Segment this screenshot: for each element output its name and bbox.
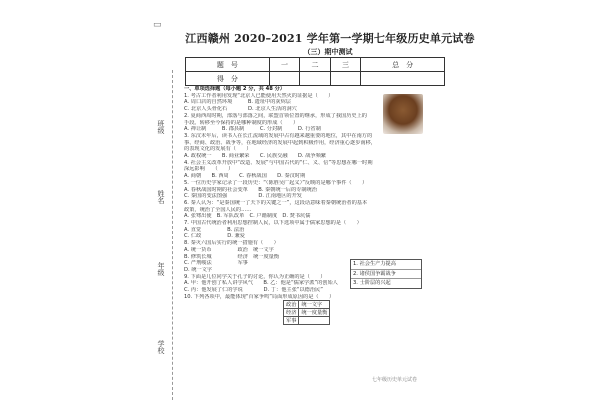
question-line: A. 商朝 B. 西周 C. 春秋战国 D. 秦汉时期	[184, 173, 306, 180]
question-line: 事、经商、政治、战争等，在地域经济的发展中起到积极作用，经济重心逐步南移，	[184, 139, 376, 146]
score-table	[185, 57, 445, 86]
question-line: A. 甲：他开创了私人讲学风气 B. 乙：他是“儒家学派”的创始人	[184, 280, 338, 287]
measures-cell: 政治	[284, 301, 299, 309]
score-cell: 总 分	[361, 58, 445, 72]
question-line: 7. 中国古代统治者利用思想控制人民，以下选项中属于儒家思想的是（ ）	[184, 220, 362, 227]
binding-line	[172, 70, 173, 400]
question-line: 8. 秦灭六国后实行的统一措施有（ ）	[184, 240, 279, 247]
question-line: A. 周口店的自然环境 B. 遗址中的灰烬层	[184, 99, 291, 106]
question-line: 2. 夏商西周时期，部落与部落之间，联盟首领位置的继承，形成了我国历史上的	[184, 112, 367, 119]
measures-row	[284, 317, 330, 325]
margin-label-class	[156, 120, 166, 136]
section-heading: 一、单项选择题（每小题 2 分，共 48 分）	[184, 86, 286, 92]
question-line: A. 禅让制 B. 郡县制 C. 分封制 D. 行省制	[184, 126, 321, 133]
score-table-score-row	[186, 72, 445, 86]
measures-cell: 统一文字	[299, 301, 330, 309]
score-cell: 三	[330, 58, 360, 72]
score-cell: 二	[300, 58, 330, 72]
info-box-line: 1. 社会生产力提高	[351, 260, 421, 270]
question-line: A. 春秋战国时期的社会变革 B. 秦朝统一后的专制统治	[184, 186, 317, 193]
question-line: A. 张骞出使 B. 军队改革 C. 户籍制度 D. 焚书坑儒	[184, 213, 311, 220]
page-footer: 七年级历史单元试卷	[372, 377, 418, 383]
question-line: C. 仁政 D. 兼爱	[184, 233, 245, 240]
question-line: D. 统一文字	[184, 266, 213, 273]
margin-label-grade	[156, 262, 166, 278]
question-line: A. 政权统一 B. 商业繁荣 C. 民族交融 D. 战争频繁	[184, 153, 326, 160]
measures-table	[283, 300, 330, 325]
margin-label-text: 姓名	[157, 190, 165, 204]
info-box-line: 3. 士阶层的兴起	[353, 280, 391, 287]
question-line: 3. 东汉末年后，读书人在长江流域的发展中占有越来越重要的地位，其中在南方的	[184, 132, 373, 139]
question-line: 的表现文化的发展有（ ）	[184, 146, 252, 153]
score-cell: 题 号	[186, 58, 270, 72]
margin-label-text: 年级	[157, 262, 165, 276]
exam-subtitle: （三）期中测试	[303, 48, 353, 56]
score-cell: 得 分	[186, 72, 270, 86]
measures-row	[284, 301, 330, 309]
measures-cell: 经济	[284, 309, 299, 317]
score-table-header-row	[186, 58, 445, 72]
question-line: 手段。转移至今保持的是哪种制度的形成（ ）	[184, 119, 299, 126]
question-line: C. 严刑峻法 军事	[184, 260, 248, 267]
question-line: C. 丙：他发展了仁的学说 D. 丁：他主张“以德治民”	[184, 287, 323, 294]
question-line: 1. 考古工作者利用发现“北京人已能使用天然火的证据是（ ）	[184, 92, 334, 99]
question-line: A. 统一货币 政治 统一文字	[184, 246, 274, 253]
margin-label-school	[156, 340, 166, 356]
question-line: 深远影响 （ ）	[184, 166, 234, 173]
score-cell[interactable]	[300, 72, 330, 86]
measures-cell: 统一度量衡	[299, 309, 330, 317]
question-line: 9. 下面是几位同学关于孔子的讨论，你认为正确的是（ ）	[184, 273, 326, 280]
question-line: C. 北京人头骨化石 D. 北京人生活的洞穴	[184, 106, 297, 113]
question-line: B. 修筑长城 经济 统一度量衡	[184, 253, 280, 260]
question-line: 10. 下列各项中，最能体现“百家争鸣”局面形成原因的是（ ）	[184, 293, 335, 300]
margin-label-name	[156, 190, 166, 206]
question-line: 4. 社会主义改革开放中“改造、发展”与中国古代的“仁、义、信”等思想在哪一时期	[184, 159, 373, 166]
question-line: A. 直觉 B. 法治	[184, 226, 245, 233]
score-cell[interactable]	[269, 72, 299, 86]
margin-label-text: 班级	[157, 120, 165, 134]
question-line: 政策，统治了全国人民的……	[184, 206, 252, 213]
measures-row	[284, 309, 330, 317]
score-cell[interactable]	[361, 72, 445, 86]
question-line: 5. 一位历史学家记录了一段历史：“（陈胜吴广起义）”反映的是哪个事件（ ）	[184, 179, 368, 186]
margin-label-text: 学校	[157, 340, 165, 354]
measures-cell: 军事	[284, 317, 299, 325]
measures-cell	[299, 317, 330, 325]
info-box-line: 2. 诸侯国争霸战争	[351, 270, 421, 280]
document-icon: ▭	[153, 20, 162, 30]
score-cell: 一	[269, 58, 299, 72]
question-line: C. 秦国的变法图强 D. 江南地区的开发	[184, 193, 302, 200]
info-box	[350, 259, 422, 289]
artifact-photo	[383, 94, 423, 134]
exam-title: 江西赣州 2020–2021 学年第一学期七年级历史单元试卷	[185, 32, 475, 45]
question-line: 6. 秦人认为：“是秦国统一了天下的关键之一”，这段话意味着秦朝统治者的基本	[184, 199, 368, 206]
score-cell[interactable]	[330, 72, 360, 86]
